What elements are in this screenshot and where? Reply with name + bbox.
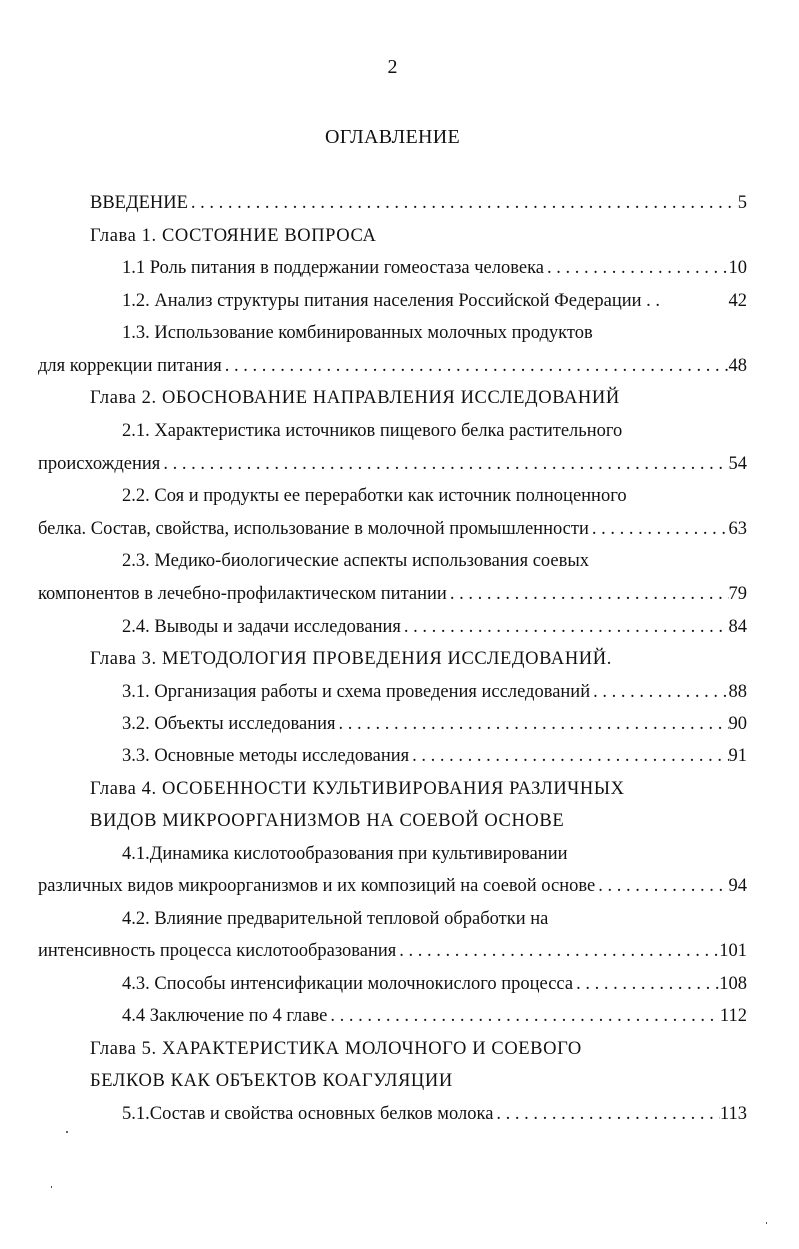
toc-entry-4-2-line1: 4.2. Влияние предварительной тепловой обработки на	[122, 909, 549, 929]
toc-entry-2-1	[38, 451, 747, 477]
toc-entry-1-2	[122, 288, 747, 314]
scan-speck	[51, 1186, 52, 1188]
toc-page-number: 112	[719, 1006, 747, 1026]
page-title: ОГЛАВЛЕНИЕ	[325, 126, 460, 148]
scan-speck	[66, 1131, 68, 1133]
toc-entry-1-3	[38, 353, 747, 379]
toc-entry-4-2	[38, 938, 747, 964]
toc-entry-text: 3.1. Организация работы и схема проведения исследований	[122, 682, 591, 702]
toc-page-number: 113	[719, 1104, 747, 1124]
toc-page-number: 94	[728, 876, 747, 896]
leader-dots	[396, 938, 719, 964]
toc-entry-2-4	[122, 614, 747, 640]
leader-dots	[222, 353, 729, 379]
toc-page-number: 63	[728, 519, 747, 539]
leader-dots	[401, 614, 729, 640]
toc-entry-2-1-line1: 2.1. Характеристика источников пищевого белка растительного	[122, 421, 623, 441]
toc-page-number: 101	[719, 941, 747, 961]
leader-dots	[589, 516, 729, 542]
toc-page-number: 79	[728, 584, 747, 604]
toc-chapter-4-line1: Глава 4. ОСОБЕННОСТИ КУЛЬТИВИРОВАНИЯ РАЗЛИЧНЫХ	[90, 779, 625, 799]
toc-entry-text: различных видов микроорганизмов и их композиций на соевой основе	[38, 876, 596, 896]
toc-entry-5-1	[122, 1101, 747, 1127]
toc-entry-1-1	[122, 255, 747, 281]
toc-entry-2-2	[38, 516, 747, 542]
leader-dots	[590, 679, 728, 705]
scan-speck	[766, 1222, 767, 1224]
leader-dots	[336, 711, 729, 737]
toc-entry-text: 4.4 Заключение по 4 главе	[122, 1006, 328, 1026]
toc-chapter-5-line2: БЕЛКОВ КАК ОБЪЕКТОВ КОАГУЛЯЦИИ	[90, 1071, 453, 1091]
toc-chapter-4-line2: ВИДОВ МИКРООРГАНИЗМОВ НА СОЕВОЙ ОСНОВЕ	[90, 811, 565, 831]
leader-dots	[160, 451, 728, 477]
toc-chapter-3: Глава 3. МЕТОДОЛОГИЯ ПРОВЕДЕНИЯ ИССЛЕДОВАНИЙ.	[90, 649, 612, 669]
toc-entry-text: 3.3. Основные методы исследования	[122, 746, 410, 766]
toc-page-number: 84	[728, 617, 747, 637]
toc-page-number: 108	[719, 974, 747, 994]
toc-entry-intro	[90, 190, 747, 216]
toc-chapter-1: Глава 1. СОСТОЯНИЕ ВОПРОСА	[90, 226, 377, 246]
leader-dots	[544, 255, 728, 281]
toc-entry-text: компонентов в лечебно-профилактическом питании	[38, 584, 447, 604]
toc-entry-text: происхождения	[38, 454, 161, 474]
leader-dots	[188, 190, 738, 216]
toc-entry-text: 1.1 Роль питания в поддержании гомеостаза человека	[122, 258, 545, 278]
toc-page-number: 54	[728, 454, 747, 474]
toc-entry-4-1-line1: 4.1.Динамика кислотообразования при культивировании	[122, 844, 568, 864]
toc-entry-text: 2.4. Выводы и задачи исследования	[122, 617, 401, 637]
toc-entry-3-3	[122, 743, 747, 769]
toc-entry-text: ВВЕДЕНИЕ	[90, 193, 188, 213]
toc-entry-text: 5.1.Состав и свойства основных белков молока	[122, 1104, 494, 1124]
page-number: 2	[387, 56, 398, 78]
toc-page-number: 88	[728, 682, 747, 702]
toc-entry-1-3-line1: 1.3. Использование комбинированных молочных продуктов	[122, 323, 593, 343]
toc-chapter-2: Глава 2. ОБОСНОВАНИЕ НАПРАВЛЕНИЯ ИССЛЕДОВАНИЙ	[90, 388, 620, 408]
toc-page-number: 5	[737, 193, 747, 213]
toc-entry-text: интенсивность процесса кислотообразования	[38, 941, 397, 961]
toc-entry-text: белка. Состав, свойства, использование в молочной промышленности	[38, 519, 589, 539]
toc-entry-text: 4.3. Способы интенсификации молочнокислого процесса	[122, 974, 574, 994]
leader-dots	[409, 743, 728, 769]
toc-entry-text: 1.2. Анализ структуры питания населения Российской Федерации . .	[122, 291, 661, 311]
toc-page-number: 10	[728, 258, 747, 278]
toc-entry-2-3-line1: 2.3. Медико-биологические аспекты использования соевых	[122, 551, 590, 571]
leader-dots	[447, 581, 729, 607]
toc-page-number: 90	[728, 714, 747, 734]
toc-chapter-5-line1: Глава 5. ХАРАКТЕРИСТИКА МОЛОЧНОГО И СОЕВОГО	[90, 1039, 582, 1059]
toc-page-number: 91	[728, 746, 747, 766]
toc-page-number: 48	[728, 356, 747, 376]
toc-entry-text: 3.2. Объекты исследования	[122, 714, 336, 734]
leader-dots	[493, 1101, 720, 1127]
leader-dots	[327, 1003, 720, 1029]
toc-entry-4-4	[122, 1003, 747, 1029]
toc-entry-4-1	[38, 873, 747, 899]
leader-dots	[595, 873, 728, 899]
toc-entry-4-3	[122, 971, 747, 997]
toc-entry-text: для коррекции питания	[38, 356, 222, 376]
toc-page-number: 42	[728, 291, 747, 311]
toc-entry-3-2	[122, 711, 747, 737]
leader-dots	[573, 971, 719, 997]
toc-entry-2-3	[38, 581, 747, 607]
toc-entry-3-1	[122, 679, 747, 705]
toc-entry-2-2-line1: 2.2. Соя и продукты ее переработки как источник полноценного	[122, 486, 627, 506]
